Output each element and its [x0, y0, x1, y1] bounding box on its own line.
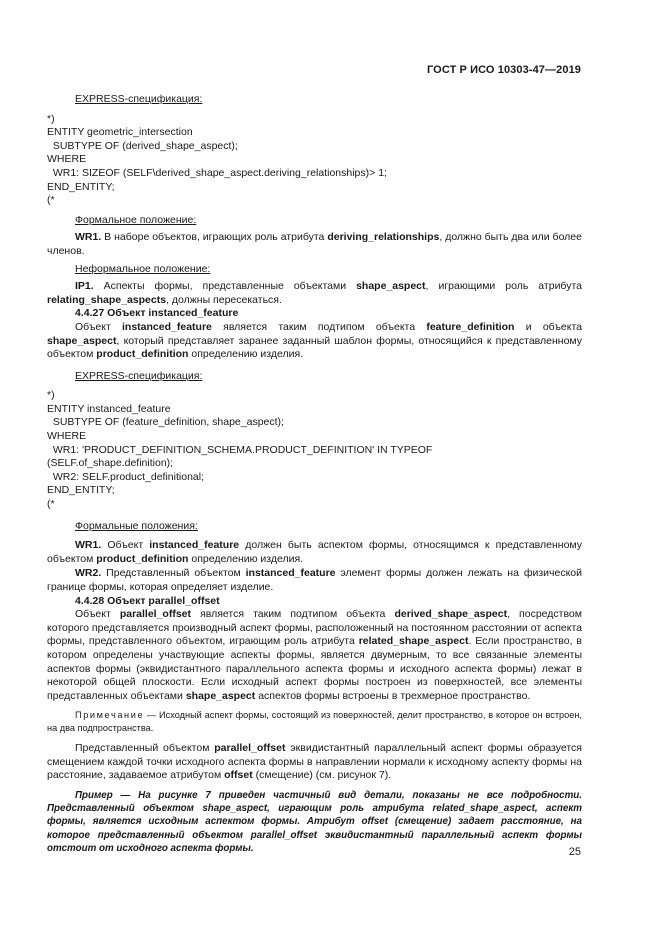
page-content [47, 93, 582, 855]
entity-name: shape_aspect [185, 689, 256, 702]
text-run: является таким подтипом объекта [211, 320, 427, 333]
rule-ip1-paragraph [47, 280, 582, 307]
express-code-block-geometric-intersection [47, 113, 582, 208]
page-header-standard-id: ГОСТ Р ИСО 10303-47—2019 [426, 64, 581, 76]
text-run: Объект [101, 539, 150, 552]
text-run: , посредством которого представляется производный аспект формы, расположенный на постоянном расстоянии от аспекта формы, представленного объектом, играющим роль атрибута [47, 608, 582, 648]
express-code-block-instanced-feature [47, 389, 582, 511]
entity-name: parallel_offset [214, 742, 286, 755]
code-line: *) [47, 112, 55, 125]
entity-name: derived_shape_aspect [394, 608, 508, 621]
note-label: Примечание [75, 710, 145, 721]
entity-name: product_definition [96, 348, 189, 361]
section-4-4-28-paragraph [47, 608, 582, 703]
text-run: , должно быть два или более членов. [47, 231, 582, 257]
rule-tag: WR1. [75, 231, 102, 244]
code-line: WHERE [47, 430, 87, 443]
code-line: WHERE [47, 153, 87, 166]
text-run: . Если пространство, в котором определены участвующие аспекты формы, является двумерным, то все связанные элементы аспектов формы (эквидистантного параллельного аспекта формы и исходного аспекта формы) лежат в некоторой общей плоскости. Если исходный аспект формы построен из поверхностей, все элементы представленных объектами [47, 635, 583, 702]
section-heading-4-4-27: 4.4.27 Объект instanced_feature [75, 307, 239, 320]
rule-tag: WR2. [75, 567, 102, 580]
rule-wr2-paragraph [47, 567, 582, 594]
entity-name: shape_aspect [356, 280, 426, 293]
text-run: Представленный объектом [75, 742, 215, 755]
text-run: Представленный объектом [101, 567, 246, 580]
text-run: Объект [75, 608, 120, 621]
code-line: (SELF.of_shape.definition); [47, 457, 174, 470]
express-spec-label: EXPRESS-спецификация: [75, 93, 203, 105]
entity-name: product_definition [96, 552, 189, 565]
text-run: и объекта [514, 320, 582, 333]
code-line: (* [47, 498, 55, 511]
text-run: Аспекты формы, представленные объектами [93, 280, 357, 293]
text-run: , играющими роль атрибута [425, 280, 582, 293]
section-4-4-28-paragraph-2 [47, 742, 582, 783]
rule-tag: IP1. [75, 280, 94, 293]
code-line: (* [47, 194, 55, 207]
text-run: , который представляет заранее заданный шаблон формы, относящийся к представленному объектом [47, 334, 582, 361]
text-run: является таким подтипом объекта [191, 608, 395, 621]
section-heading-4-4-28: 4.4.28 Объект parallel_offset [75, 594, 220, 607]
attribute-name: related_shape_aspect [358, 635, 469, 648]
text-run: В наборе объектов, играющих роль атрибута [101, 231, 328, 244]
code-line: WR2: SELF.product_definitional; [47, 470, 204, 483]
rule-wr1-paragraph [47, 231, 582, 258]
example-paragraph: Пример — На рисунке 7 приведен частичный вид детали, показаны не все подробности. Представленный объектом shape_aspect, играющим роль атрибута related_shape_aspect, аспект формы, является исходным аспектом формы. Атрибут offset (смещение) задает расстояние, на которое представленный объектом parallel_offset эквидистантный параллельный аспект формы отстоит от исходного аспекта формы. [47, 789, 582, 854]
code-line: WR1: 'PRODUCT_DEFINITION_SCHEMA.PRODUCT_DEFINITION' IN TYPEOF [47, 443, 433, 456]
code-line: END_ENTITY; [47, 484, 115, 497]
code-line: END_ENTITY; [47, 180, 115, 193]
formal-rule-label: Формальное положение: [75, 213, 197, 226]
note-paragraph [47, 709, 582, 734]
rule-wr1-paragraph [47, 539, 582, 566]
section-4-4-27-paragraph [47, 321, 582, 362]
text-run: Объект [75, 320, 123, 333]
entity-name: instanced_feature [122, 320, 212, 333]
attribute-name: offset [224, 769, 253, 782]
text-run: должен быть аспектом формы, относящимся к представленному объектом [47, 539, 582, 565]
entity-name: parallel_offset [119, 608, 192, 621]
text-run: аспектов формы встроены в трехмерное пространство. [255, 689, 531, 702]
express-spec-label: EXPRESS-спецификация: [75, 369, 203, 382]
code-line: ENTITY geometric_intersection [47, 126, 193, 139]
note-text: — Исходный аспект формы, состоящий из поверхностей, делит пространство, в которое он встроен, на два подпространства. [47, 710, 582, 733]
informal-rule-label: Неформальное положение: [75, 262, 211, 275]
text-run: эквидистантный параллельный аспект формы образуется смещением каждой точки исходного аспекта формы в направлении нормали к исходному аспекту формы на расстояние, задаваемое атрибутом [47, 742, 582, 782]
page-number: 25 [568, 846, 581, 858]
rule-tag: WR1. [75, 539, 102, 552]
text-run: элемент формы должен лежать на физической границе формы, которая определяет изделие. [47, 567, 582, 593]
code-line: SUBTYPE OF (derived_shape_aspect); [47, 139, 238, 152]
code-line: SUBTYPE OF (feature_definition, shape_aspect); [47, 416, 284, 429]
text-run: определению изделия. [188, 348, 304, 361]
attribute-name: deriving_relationships [327, 231, 440, 244]
code-line: WR1: SIZEOF (SELF\derived_shape_aspect.deriving_relationships)> 1; [47, 166, 387, 179]
text-run: (смещение) (см. рисунок 7). [252, 769, 392, 782]
entity-name: instanced_feature [149, 539, 240, 552]
formal-rules-label: Формальные положения: [75, 519, 198, 532]
code-line: ENTITY instanced_feature [47, 402, 171, 415]
text-run: определению изделия. [188, 552, 304, 565]
code-line: *) [47, 389, 55, 402]
text-run: , должны пересекаться. [166, 293, 282, 306]
attribute-name: relating_shape_aspects [47, 293, 167, 306]
entity-name: instanced_feature [245, 567, 336, 580]
entity-name: shape_aspect [47, 334, 117, 347]
entity-name: feature_definition [426, 320, 515, 333]
